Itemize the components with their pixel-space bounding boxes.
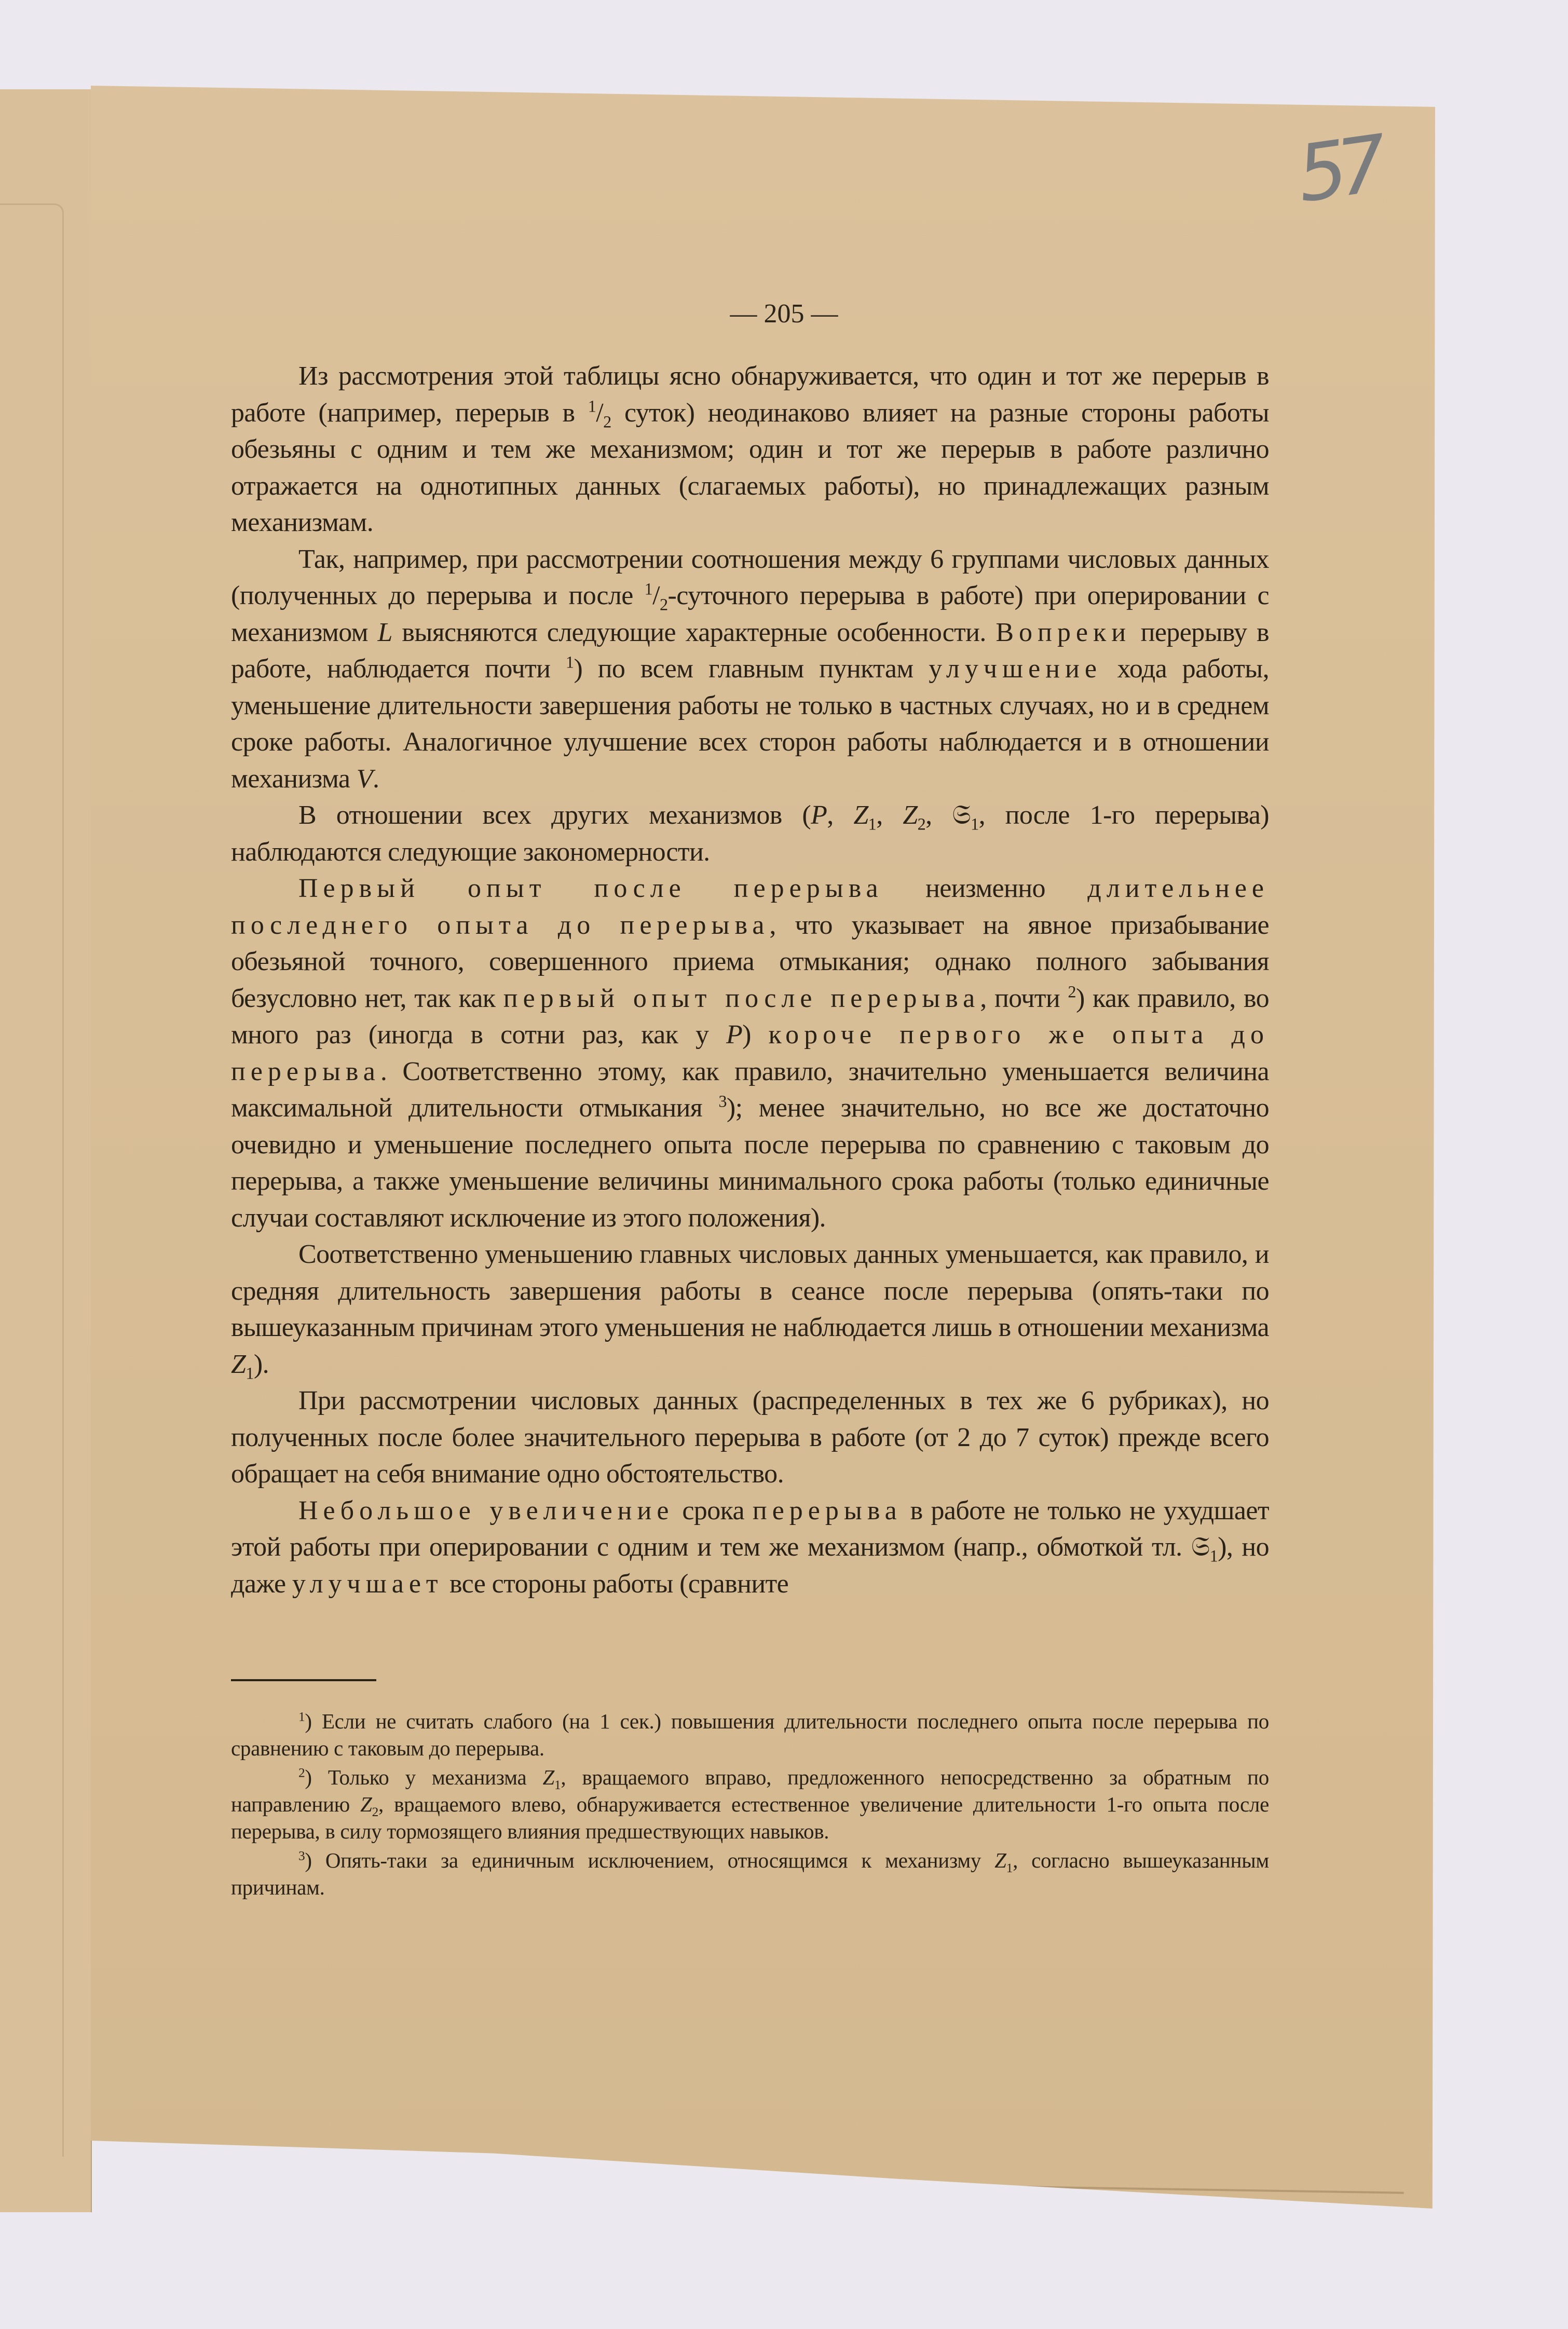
body-text xyxy=(231,358,1269,1602)
emphasized-text: Вопреки xyxy=(996,617,1131,647)
footnote xyxy=(231,1847,1269,1901)
superscript: 1 xyxy=(588,397,596,416)
emphasized-text: улучшение xyxy=(929,654,1102,684)
paragraph xyxy=(231,1493,1269,1603)
text-run: ), но даже xyxy=(231,1532,1269,1599)
text-run: , xyxy=(827,800,854,830)
text-run: . Соответственно этому, как правило, значительно уменьшается величина максимальной длительности отмыкания xyxy=(231,1056,1269,1123)
emphasized-text: перерыва xyxy=(752,1495,902,1526)
text-run: перерыву в работе, наблюдается почти xyxy=(231,617,1269,684)
footnotes xyxy=(231,1708,1269,1903)
subscript: 1 xyxy=(1006,1861,1013,1876)
emphasized-text: Небольшое увеличение xyxy=(298,1495,674,1526)
text-run: , вращаемого вправо, предложенного непосредственно за обратным по направлению xyxy=(231,1765,1269,1816)
text-run: Из рассмотрения этой таблицы ясно обнаруживается, что один и тот же перерыв в работе (например, перерыв в xyxy=(231,361,1269,428)
text-run: -суточного перерыва в работе) при оперировании с механизмом xyxy=(231,581,1269,647)
symbol-text: Z xyxy=(994,1848,1006,1872)
superscript: 2 xyxy=(298,1765,305,1780)
superscript: 2 xyxy=(1068,982,1076,1001)
paragraph xyxy=(231,358,1269,541)
text-run: срока xyxy=(674,1495,753,1526)
symbol-text: Z xyxy=(360,1792,372,1816)
handwritten-folio-number: 57 xyxy=(1291,119,1384,220)
emphasized-text: улучшает xyxy=(292,1569,443,1599)
superscript: 3 xyxy=(298,1848,305,1863)
symbol-text: P xyxy=(811,800,827,830)
symbol-text: Z xyxy=(853,800,868,830)
emphasized-text: короче первого же опыта до перерыва xyxy=(231,1020,1269,1086)
text-run: В отношении всех других механизмов ( xyxy=(298,800,811,830)
symbol-text: Z xyxy=(231,1349,246,1379)
text-run: неизменно xyxy=(883,874,1088,903)
text-run: хода работы, уменьшение длительности завершения работы не только в частных случаях, но и в среднем сроке работы. Аналогичное улучшение всех сторон работы наблюдается и в отношении механизма xyxy=(231,654,1269,794)
text-run: выясняются следующие характерные особенности. xyxy=(392,617,996,647)
symbol-text: L xyxy=(377,617,392,647)
text-run: ) по всем главным пунктам xyxy=(574,654,929,684)
text-run: в работе не только не ухудшает этой работы при оперировании с одним и тем же механизмом (напр., обмоткой тл. 𝔖 xyxy=(231,1495,1270,1562)
subscript: 2 xyxy=(603,412,611,431)
emphasized-text: Первый опыт после перерыва xyxy=(298,874,883,903)
text-run: / xyxy=(652,581,660,610)
symbol-text: V xyxy=(356,764,373,794)
text-run: ); менее значительно, но все же достаточно очевидно и уменьшение последнего опыта после перерыва по сравнению с таковым до перерыва, а также уменьшение величины минимального срока работы (только единичные случаи составляют исключение из этого положения). xyxy=(231,1093,1269,1233)
subscript: 2 xyxy=(917,814,926,834)
subscript: 1 xyxy=(246,1363,254,1382)
emphasized-text: первый опыт после перерыва xyxy=(503,983,980,1013)
text-run: ) Если не считать слабого (на 1 сек.) повышения длительности последнего опыта после перерыва по сравнению с таковым до перерыва. xyxy=(231,1709,1269,1760)
superscript: 1 xyxy=(644,579,653,598)
text-run: ) xyxy=(742,1020,769,1050)
footnote xyxy=(231,1708,1269,1762)
subscript: 1 xyxy=(868,814,877,834)
text-run: / xyxy=(596,398,604,428)
text-run: При рассмотрении числовых данных (распределенных в тех же 6 рубриках), но полученных после более значительного перерыва в работе (от 2 до 7 суток) прежде всего обращает на себя внимание одно обстоятельство. xyxy=(231,1386,1269,1489)
emphasized-text: длительнее последнего опыта до перерыва xyxy=(231,874,1269,940)
text-run: все стороны работы (сравните xyxy=(443,1569,789,1599)
paragraph xyxy=(231,541,1269,798)
superscript: 3 xyxy=(718,1092,727,1111)
text-run: , почти xyxy=(980,983,1068,1013)
subscript: 2 xyxy=(372,1805,379,1820)
superscript: 1 xyxy=(298,1709,305,1724)
symbol-text: Z xyxy=(903,800,918,830)
text-run: ). xyxy=(253,1349,269,1379)
text-run: Соответственно уменьшению главных числовых данных уменьшается, как правило, и средняя длительность завершения работы в сеансе после перерыва (опять-таки по вышеуказанным причинам этого уменьшения не наблюдается лишь в отношении механизма xyxy=(231,1240,1269,1342)
text-run: Так, например, при рассмотрении соотношения между 6 группами числовых данных (полученных до перерыва и после xyxy=(231,544,1269,610)
superscript: 1 xyxy=(565,652,574,672)
text-run: ) Только у механизма xyxy=(305,1765,543,1789)
page-number: — 205 — xyxy=(730,299,838,329)
paragraph xyxy=(231,1236,1269,1383)
text-run: , 𝔖 xyxy=(925,800,971,830)
previous-page-inner-border xyxy=(0,203,64,2157)
text-run: ) как правило, во много раз (иногда в сотни раз, как у xyxy=(231,983,1269,1050)
text-run: , вращаемого влево, обнаруживается естественное увеличение длительности 1-го опыта после перерыва, в силу тормозящего влияния предшествующих навыков. xyxy=(231,1792,1269,1843)
subscript: 1 xyxy=(971,814,979,834)
text-run: . xyxy=(372,764,379,794)
paragraph xyxy=(231,870,1269,1236)
symbol-text: Z xyxy=(542,1765,554,1789)
page-fold-line xyxy=(91,2171,1404,2196)
previous-page-edge xyxy=(0,89,92,2212)
text-run: , после 1-го перерыва) наблюдаются следующие закономерности. xyxy=(231,800,1269,867)
text-run: , согласно вышеуказанным причинам. xyxy=(231,1848,1269,1899)
subscript: 1 xyxy=(554,1778,561,1793)
text-run: , xyxy=(876,800,903,830)
paragraph xyxy=(231,797,1269,870)
footnote-separator xyxy=(231,1679,376,1681)
text-run: , что указывает на явное призабывание обезьяной точного, совершенного приема отмыкания; однако полного забывания безусловно нет, так как xyxy=(231,910,1269,1013)
symbol-text: P xyxy=(726,1020,743,1050)
text-run: ) Опять-таки за единичным исключением, относящимся к механизму xyxy=(305,1848,995,1872)
text-run: суток) неодинаково влияет на разные стороны работы обезьяны с одним и тем же механизмом; один и тот же перерыв в работе различно отражается на однотипных данных (слагаемых работы), но принадлежащих разным механизмам. xyxy=(231,398,1269,537)
subscript: 2 xyxy=(659,595,668,614)
subscript: 1 xyxy=(1209,1546,1218,1565)
footnote xyxy=(231,1764,1269,1845)
paragraph xyxy=(231,1383,1269,1493)
